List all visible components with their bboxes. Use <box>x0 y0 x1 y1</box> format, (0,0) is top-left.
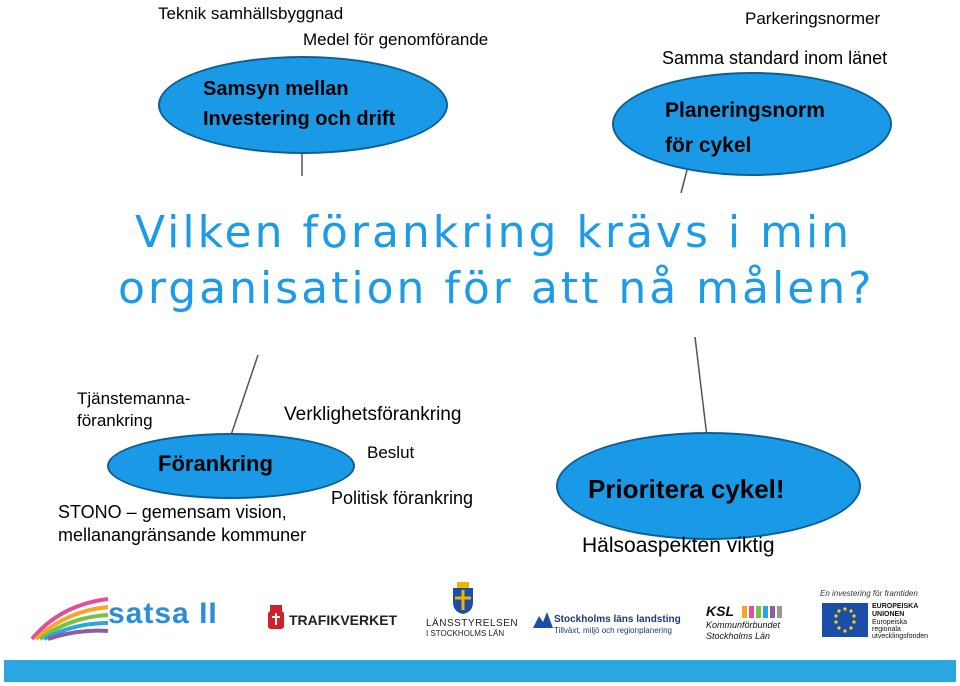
label-beslut: Beslut <box>367 443 415 462</box>
label-samma-standard: Samma standard inom länet <box>662 48 888 68</box>
label-verklighetsforankring: Verklighetsförankring <box>284 404 462 425</box>
eu-text-5: utvecklingsfonden <box>872 633 929 640</box>
label-halsoaspekten: Hälsoaspekten viktig <box>582 534 775 557</box>
eu-text-2: UNIONEN <box>872 611 905 618</box>
bubble-samsyn <box>158 56 448 154</box>
label-teknik-samhallsbyggnad: Teknik samhällsbyggnad <box>158 4 344 23</box>
lansstyrelsen-crest-icon <box>451 582 475 614</box>
eu-flag-icon <box>822 603 868 637</box>
label-tjanstemanna: Tjänstemanna- <box>77 389 191 408</box>
pointer-line-bottom-right <box>695 337 707 437</box>
eu-tagline: En investering för framtiden <box>820 589 918 598</box>
label-stono: STONO – gemensam vision, <box>58 502 287 522</box>
label-parkeringsnormer: Parkeringsnormer <box>745 9 881 28</box>
page-title-line1: Vilken förankring krävs i min <box>135 207 853 258</box>
eu-text-1: EUROPEISKA <box>872 603 919 610</box>
bubble-forankring-text: Förankring <box>158 451 273 476</box>
page-title-line2: organisation för att nå målen? <box>118 263 875 314</box>
label-forankring-small: förankring <box>77 411 153 430</box>
landsting-text-1: Stockholms läns landsting <box>554 614 681 625</box>
landsting-logo-icon <box>533 612 553 628</box>
label-medel-for-genomforande: Medel för genomförande <box>303 30 489 49</box>
ksl-text-2: Kommunförbundet <box>706 620 781 630</box>
footer-bar <box>4 660 956 682</box>
lansstyrelsen-text-1: LÄNSSTYRELSEN <box>426 618 519 629</box>
bubble-samsyn-line1: Samsyn mellan <box>203 78 349 100</box>
ksl-logo-text: KSL <box>706 603 734 619</box>
eu-text-4: regionala <box>872 626 901 633</box>
bubble-prioritera-cykel-text: Prioritera cykel! <box>588 474 785 504</box>
bubble-samsyn-line2: Investering och drift <box>203 108 396 130</box>
eu-text-3: Europeiska <box>872 619 908 626</box>
satsa-logo-text: satsa II <box>108 597 218 630</box>
bubble-planeringsnorm-line2: för cykel <box>665 134 752 157</box>
label-mellanangransande: mellanangränsande kommuner <box>58 525 307 545</box>
pointer-line-top-right <box>681 170 687 193</box>
ksl-text-3: Stockholms Län <box>706 631 771 641</box>
lansstyrelsen-text-2: I STOCKHOLMS LÄN <box>426 629 505 638</box>
label-politisk-forankring: Politisk förankring <box>331 488 474 508</box>
bubble-planeringsnorm <box>612 72 892 176</box>
bubble-planeringsnorm-line1: Planeringsnorm <box>665 99 825 122</box>
landsting-text-2: Tillväxt, miljö och regionplanering <box>554 626 672 635</box>
satsa-logo-swoosh-icon <box>30 595 110 643</box>
trafikverket-crown-icon <box>266 605 286 631</box>
ksl-stripes-icon <box>742 605 782 617</box>
trafikverket-logo-text: TRAFIKVERKET <box>289 612 398 628</box>
